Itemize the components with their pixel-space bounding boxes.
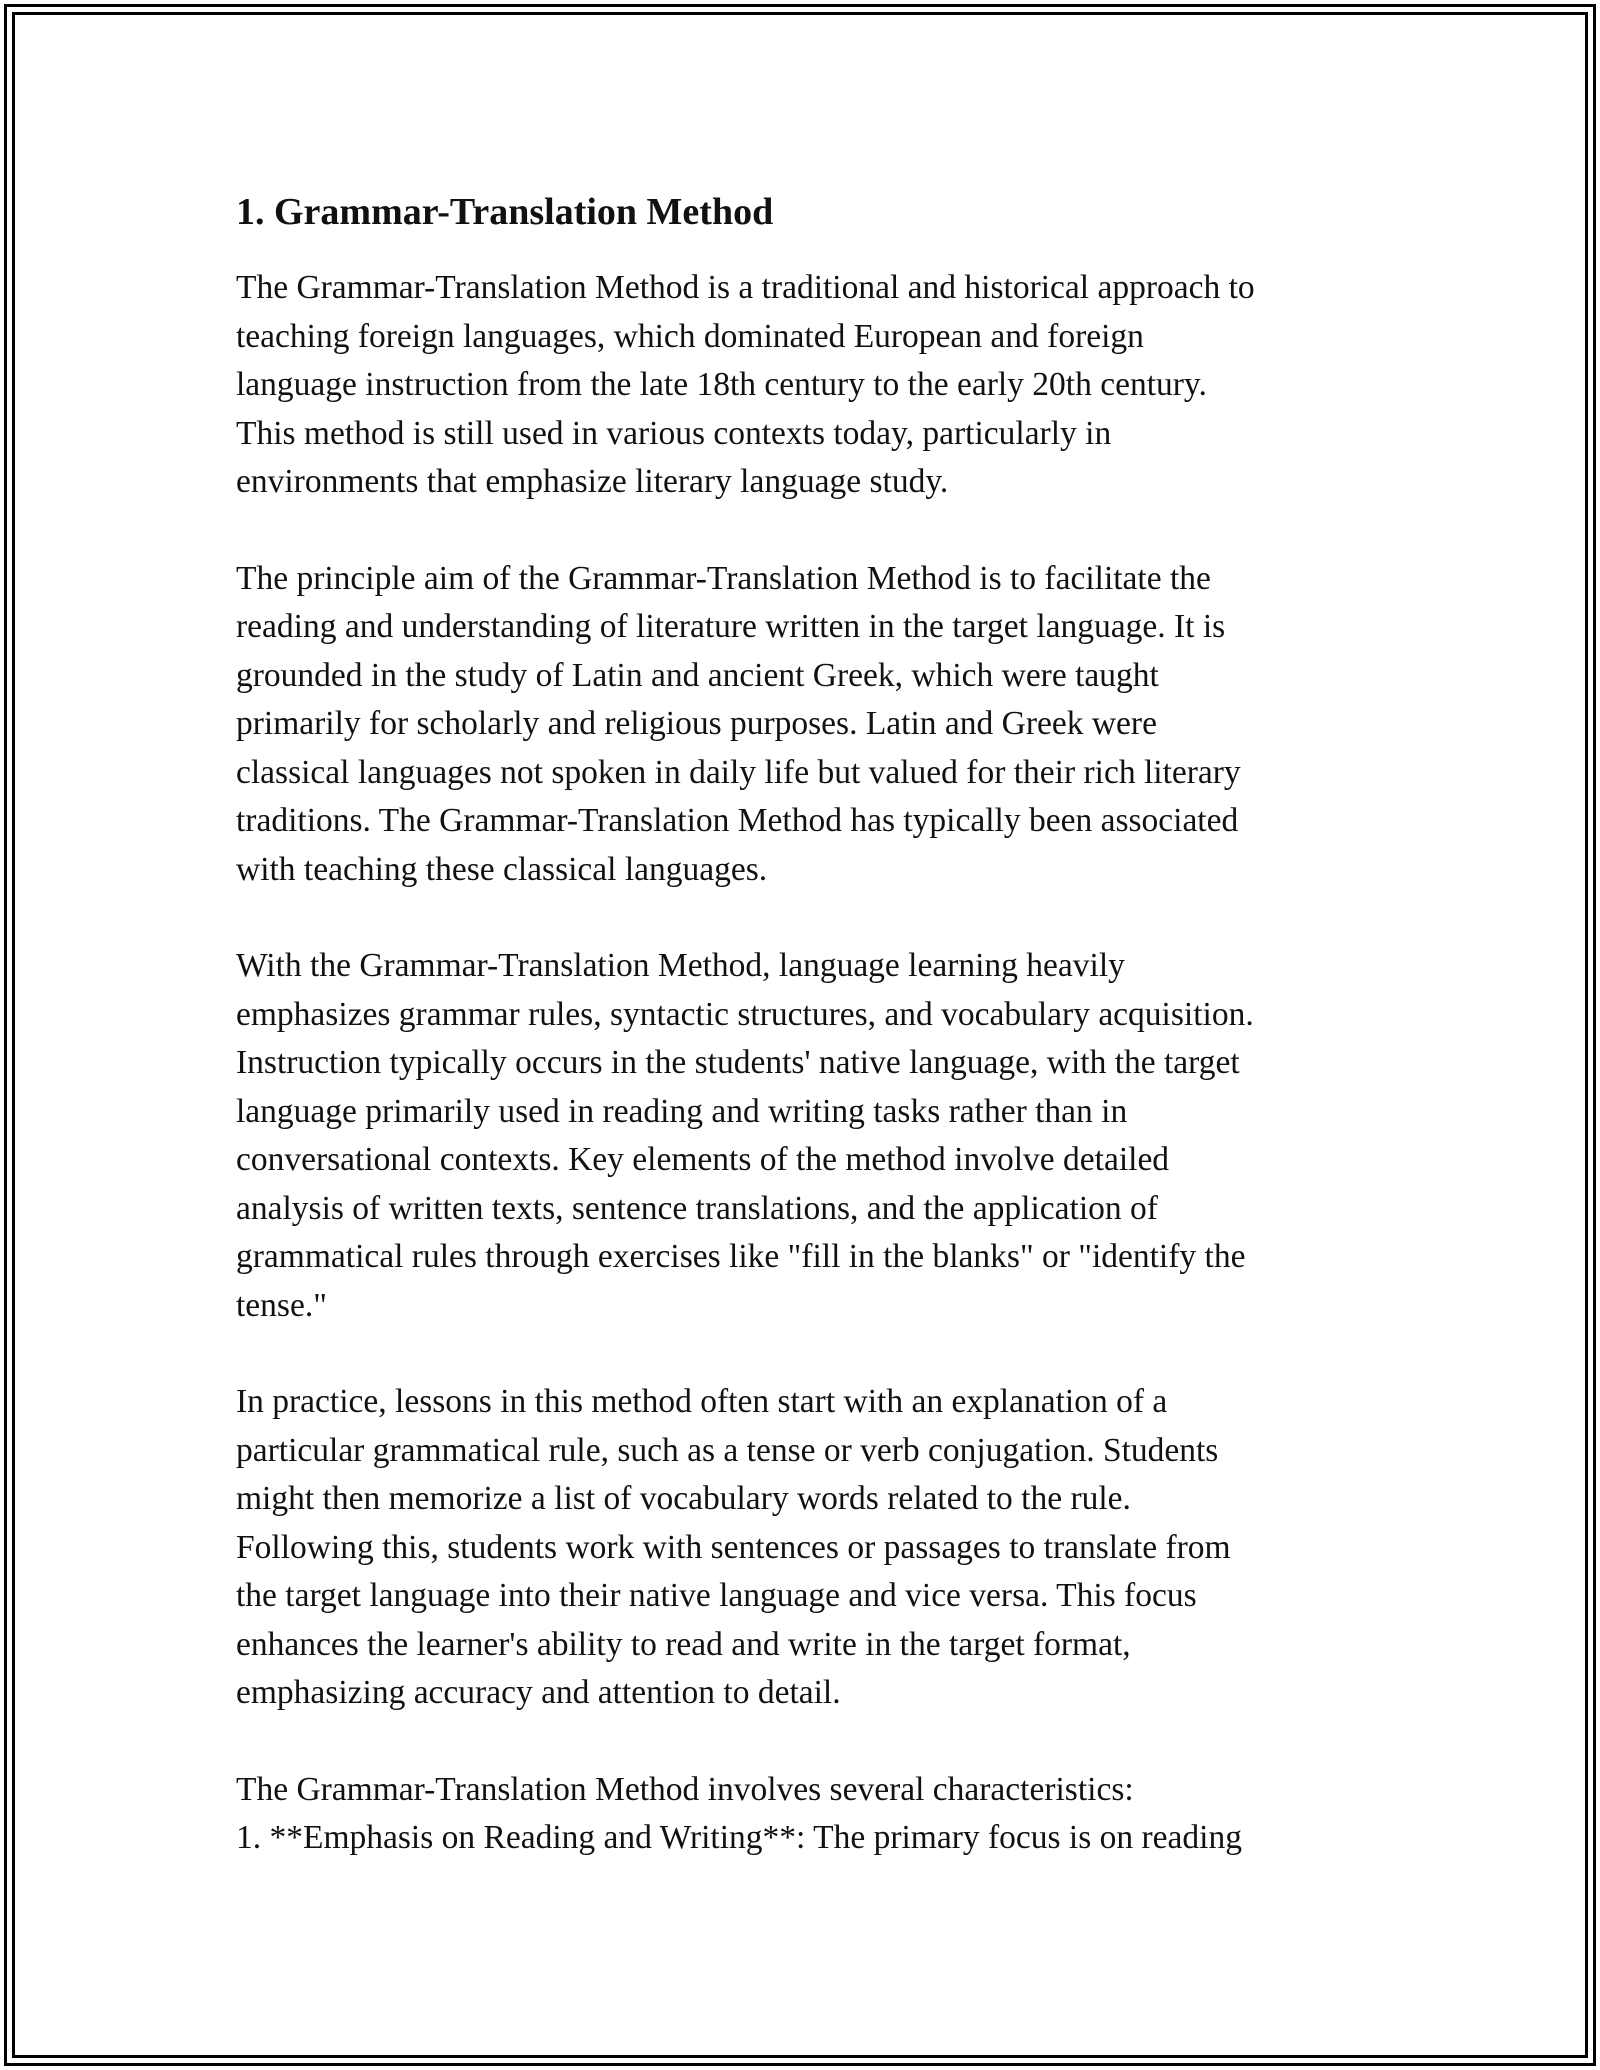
paragraph-practice: In practice, lessons in this method often start with an explanation of a particular grammatical rule, such as a tense or verb conjugation. Students might then memorize a list of vocabulary words related to the rule. Following this, students work with sentences or passages to translate from the target language into their native language and vice versa. This focus enhances the learner's ability to read and write in the target format, emphasizing accuracy and attention to detail.	[236, 1383, 1231, 1711]
paragraph-intro: The Grammar-Translation Method is a traditional and historical approach to teaching foreign languages, which dominated European and foreign language instruction from the late 18th century to the early 20th century. This method is still used in various contexts today, particularly in environments that emphasize literary language study.	[236, 269, 1255, 500]
paragraph-aim: The principle aim of the Grammar-Translation Method is to facilitate the reading and understanding of literature written in the target language. It is grounded in the study of Latin and ancient Greek, which were taught primarily for scholarly and religious purposes. Latin and Greek were classical languages not spoken in daily life but valued for their rich literary traditions. The Grammar-Translation Method has typically been associated with teaching these classical languages.	[236, 559, 1241, 888]
paragraph-emphasis: With the Grammar-Translation Method, language learning heavily emphasizes grammar rules, syntactic structures, and vocabulary acquisition. Instruction typically occurs in the students' native language, with the target language primarily used in reading and writing tasks rather than in conversational contexts. Key elements of the method involve detailed analysis of written texts, sentence translations, and the application of grammatical rules through exercises like "fill in the blanks" or "identify the tense."	[236, 947, 1254, 1324]
paragraph-characteristics: The Grammar-Translation Method involves several characteristics: 1. **Emphasis on Reading and Writing**: The primary focus is on reading	[236, 1770, 1242, 1856]
section-heading: 1. Grammar-Translation Method	[236, 191, 774, 233]
document-body	[236, 186, 1366, 1863]
